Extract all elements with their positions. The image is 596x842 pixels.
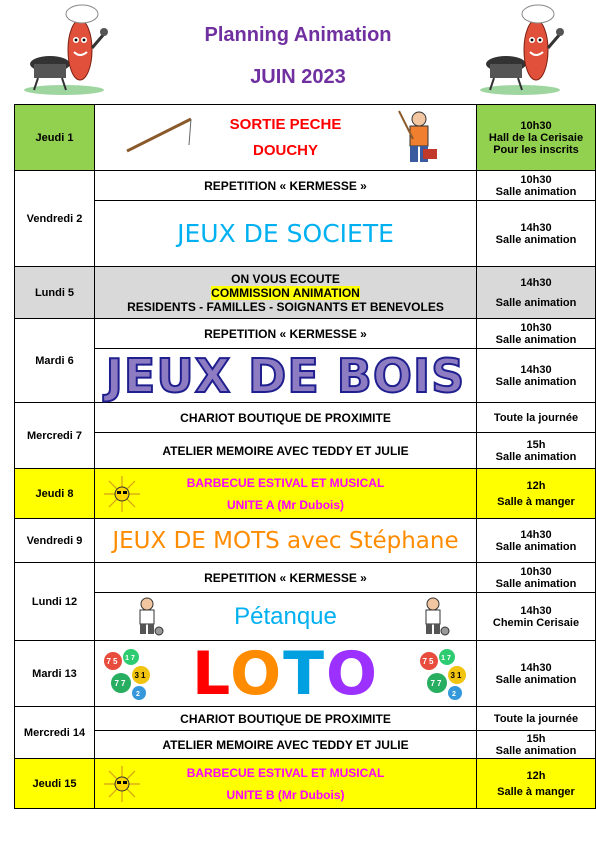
highlighted-text: COMMISSION ANIMATION (211, 285, 360, 300)
activity-cell: JEUX DE BOIS (95, 349, 477, 403)
table-row (15, 349, 596, 403)
location-note: Pour les inscrits (493, 143, 579, 156)
time-value: 10h30 (520, 321, 552, 334)
activity-cell: REPETITION « KERMESSE » (95, 563, 477, 593)
day-cell: Jeudi 8 (15, 469, 95, 519)
activity-cell (95, 638, 477, 709)
ball-number: 2 (136, 691, 142, 698)
chef-mascot-icon (20, 4, 108, 96)
activity-cell: JEUX DE MOTS avec Stéphane (95, 519, 477, 563)
activity-cell (95, 593, 477, 641)
time-cell (477, 319, 596, 349)
time-cell (477, 641, 596, 707)
time-value: 14h30 (520, 661, 552, 674)
time-value: 10h30 (520, 565, 552, 578)
ball-number: 77 (114, 679, 128, 688)
schedule-table (14, 104, 596, 809)
activity-line: UNITE A (Mr Dubois) (226, 497, 345, 512)
loto-letter: O (230, 638, 284, 709)
boule-player-icon (417, 597, 451, 637)
location-value: Salle animation (495, 375, 577, 388)
table-row (15, 433, 596, 469)
time-value: 14h30 (520, 221, 552, 234)
activity-line (95, 286, 476, 300)
table-row (15, 759, 596, 809)
activity-line: BARBECUE ESTIVAL ET MUSICAL (186, 765, 385, 780)
location-value: Salle à manger (497, 785, 575, 798)
table-row (15, 105, 596, 171)
boule-player-icon (131, 597, 165, 637)
location-value: Hall de la Cerisaie (488, 131, 584, 144)
time-value: 14h30 (520, 276, 552, 289)
time-cell (477, 731, 596, 759)
activity-line: DOUCHY (252, 141, 318, 159)
location-value: Salle animation (495, 450, 577, 463)
activity-title: Pétanque (234, 602, 337, 630)
activity-cell: REPETITION « KERMESSE » (95, 171, 477, 201)
time-value: 10h30 (520, 173, 552, 186)
table-row (15, 403, 596, 433)
day-cell: Mardi 13 (15, 641, 95, 707)
location-value: Salle animation (495, 185, 577, 198)
loto-letter: L (191, 638, 231, 709)
location-value: Salle animation (495, 540, 577, 553)
lotto-balls-icon (417, 647, 469, 701)
ball-number: 17 (125, 655, 137, 662)
activity-cell (95, 469, 477, 519)
fisherman-icon (393, 109, 447, 167)
location-value: Salle animation (495, 744, 577, 757)
activity-cell: ATELIER MEMOIRE AVEC TEDDY ET JULIE (95, 433, 477, 469)
table-row (15, 593, 596, 641)
day-cell: Lundi 12 (15, 563, 95, 641)
chef-mascot-icon (476, 4, 564, 96)
ball-number: 75 (106, 657, 120, 666)
ball-number: 31 (134, 671, 148, 680)
sun-icon (103, 475, 141, 513)
activity-cell: REPETITION « KERMESSE » (95, 319, 477, 349)
time-cell (477, 349, 596, 403)
time-value: 14h30 (520, 528, 552, 541)
page-title: Planning Animation (204, 24, 392, 46)
table-row (15, 731, 596, 759)
activity-cell (95, 267, 477, 319)
activity-title (192, 639, 379, 709)
time-value: 12h (526, 769, 546, 782)
location-value: Salle animation (495, 233, 577, 246)
time-cell (477, 433, 596, 469)
ball-number: 2 (452, 691, 458, 698)
day-cell: Mercredi 7 (15, 403, 95, 469)
activity-line: UNITE B (Mr Dubois) (226, 787, 345, 802)
time-cell (477, 105, 596, 171)
ball-number: 17 (441, 655, 453, 662)
activity-cell: ATELIER MEMOIRE AVEC TEDDY ET JULIE (95, 731, 477, 759)
time-cell (477, 519, 596, 563)
location-value: Salle à manger (497, 495, 575, 508)
time-value: 14h30 (520, 604, 552, 617)
ball-number: 77 (430, 679, 444, 688)
loto-letter: T (283, 638, 327, 709)
time-cell (477, 563, 596, 593)
day-cell: Mardi 6 (15, 319, 95, 403)
time-value: 12h (526, 479, 546, 492)
location-value: Salle animation (495, 577, 577, 590)
ball-number: 75 (422, 657, 436, 666)
day-cell: Jeudi 15 (15, 759, 95, 809)
time-cell (477, 171, 596, 201)
lotto-balls-icon (101, 647, 153, 701)
loto-letter: O (326, 638, 380, 709)
page-subtitle: JUIN 2023 (250, 66, 346, 88)
day-cell: Vendredi 9 (15, 519, 95, 563)
table-row (15, 563, 596, 593)
location-value: Salle animation (495, 673, 577, 686)
activity-line: SORTIE PECHE (229, 115, 342, 133)
time-cell: Toute la journée (477, 403, 596, 433)
table-row (15, 171, 596, 201)
table-row (15, 267, 596, 319)
table-row (15, 519, 596, 563)
sun-icon (103, 765, 141, 803)
time-cell (477, 201, 596, 267)
time-value: 10h30 (520, 119, 552, 132)
activity-line: BARBECUE ESTIVAL ET MUSICAL (186, 475, 385, 490)
time-value: 14h30 (520, 363, 552, 376)
table-row (15, 319, 596, 349)
location-value: Chemin Cerisaie (492, 616, 580, 629)
location-value: Salle animation (495, 333, 577, 346)
activity-cell (95, 759, 477, 809)
time-value: 15h (526, 732, 546, 745)
table-row (15, 201, 596, 267)
day-cell: Vendredi 2 (15, 171, 95, 267)
table-row (15, 469, 596, 519)
activity-cell: CHARIOT BOUTIQUE DE PROXIMITE (95, 403, 477, 433)
time-cell (477, 759, 596, 809)
table-row (15, 641, 596, 707)
day-cell: Mercredi 14 (15, 707, 95, 759)
activity-line: ON VOUS ECOUTE (231, 271, 340, 286)
time-cell (477, 593, 596, 641)
time-cell (477, 469, 596, 519)
activity-cell: CHARIOT BOUTIQUE DE PROXIMITE (95, 707, 477, 731)
day-cell: Jeudi 1 (15, 105, 95, 171)
time-cell (477, 267, 596, 319)
activity-cell: JEUX DE SOCIETE (95, 201, 477, 267)
location-value: Salle animation (495, 296, 577, 309)
time-value: 15h (526, 438, 546, 451)
day-cell: Lundi 5 (15, 267, 95, 319)
activity-line: RESIDENTS - FAMILLES - SOIGNANTS ET BENEVOLES (127, 299, 444, 314)
activity-cell (95, 105, 477, 171)
time-cell: Toute la journée (477, 707, 596, 731)
table-row (15, 707, 596, 731)
ball-number: 31 (450, 671, 464, 680)
fishing-rod-icon (125, 115, 195, 155)
